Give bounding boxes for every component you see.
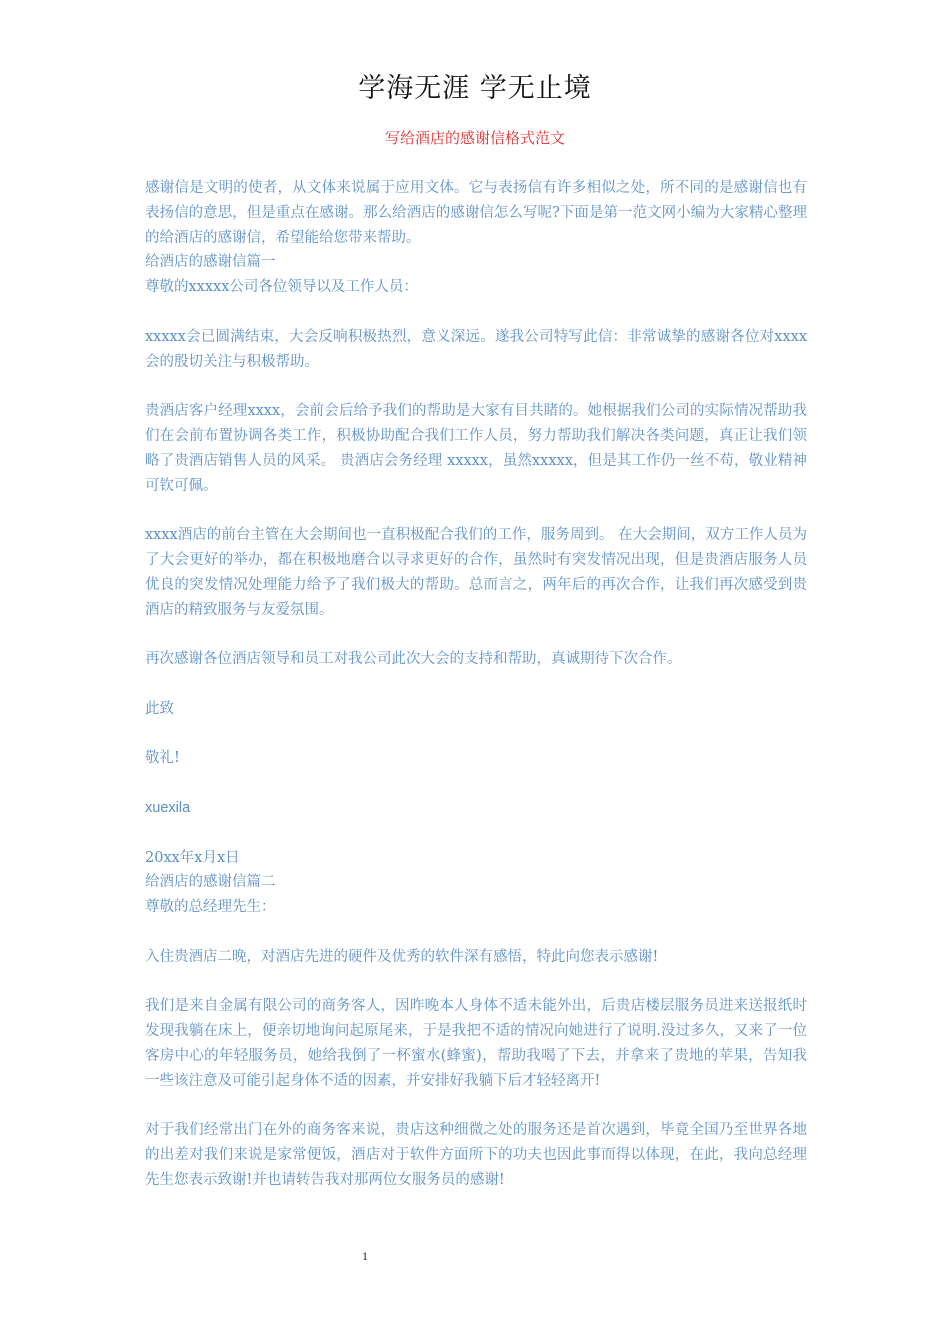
body-paragraph: xxxxx会已圆满结束，大会反响积极热烈，意义深远。遂我公司特写此信：非常诚挚的感谢各位对xxxx会的殷切关注与积极帮助。: [145, 328, 807, 370]
body-paragraph: 贵酒店客户经理xxxx，会前会后给予我们的帮助是大家有目共睹的。她根据我们公司的实际情况帮助我们在会前布置协调各类工作，积极协助配合我们工作人员，努力帮助我们解决各类问题，真正让我们领略了贵酒店销售人员的风采。 贵酒店会务经理 xxxxx，虽然xxxxx，但是其工作仍一丝不苟，敬业精神可钦可佩。: [145, 403, 807, 494]
intro-paragraph: 感谢信是文明的使者，从文体来说属于应用文体。它与表扬信有许多相似之处，所不同的是感谢信也有表扬信的意思，但是重点在感谢。那么给酒店的感谢信怎么写呢?下面是第一范文网小编为大家精心整理的给酒店的感谢信，希望能给您带来帮助。: [145, 180, 807, 246]
closing-salute: 敬礼!: [145, 750, 180, 767]
salutation-1: 尊敬的xxxxx公司各位领导以及工作人员：: [145, 279, 418, 296]
document-title: 写给酒店的感谢信格式范文: [384, 129, 565, 147]
section-heading-2: 给酒店的感谢信篇二: [145, 874, 276, 891]
document-body: [145, 176, 807, 1193]
body-paragraph: xxxx酒店的前台主管在大会期间也一直积极配合我们的工作，服务周到。 在大会期间，双方工作人员为了大会更好的举办，都在积极地磨合以寻求更好的合作，虽然时有突发情况出现，但是贵酒店服务人员优良的突发情况处理能力给予了我们极大的帮助。总而言之，两年后的再次合作，让我们再次感受到贵酒店的精致服务与友爱氛围。: [145, 527, 807, 618]
body-paragraph: 我们是来自金属有限公司的商务客人，因昨晚本人身体不适未能外出，后贵店楼层服务员进来送报纸时发现我躺在床上，便亲切地询问起原尾来，于是我把不适的情况向她进行了说明.没过多久，又来了一位客房中心的年轻服务员，她给我倒了一杯蜜水(蜂蜜)，帮助我喝了下去，并拿来了贵地的苹果，告知我一些该注意及可能引起身体不适的因素，并安排好我躺下后才轻轻离开!: [145, 998, 807, 1089]
body-paragraph: 再次感谢各位酒店领导和员工对我公司此次大会的支持和帮助，真诚期待下次合作。: [145, 651, 682, 668]
body-paragraph: 对于我们经常出门在外的商务客来说，贵店这种细微之处的服务还是首次遇到，毕竟全国乃至世界各地的出差对我们来说是家常便饭，酒店对于软件方面所下的功夫也因此事而得以体现，在此，我向总经理先生您表示致谢!并也请转告我对那两位女服务员的感谢!: [145, 1122, 807, 1188]
page-number: 1: [362, 1249, 368, 1263]
header-motto: 学海无涯 学无止境: [358, 73, 592, 104]
signature: xuexila: [145, 799, 191, 816]
section-heading-1: 给酒店的感谢信篇一: [145, 254, 276, 271]
date-line: 20xx年x月x日: [145, 849, 240, 866]
salutation-2: 尊敬的总经理先生：: [145, 899, 276, 916]
body-paragraph: 入住贵酒店二晚，对酒店先进的硬件及优秀的软件深有感悟，特此向您表示感谢!: [145, 948, 659, 965]
closing-phrase: 此致: [145, 700, 174, 717]
